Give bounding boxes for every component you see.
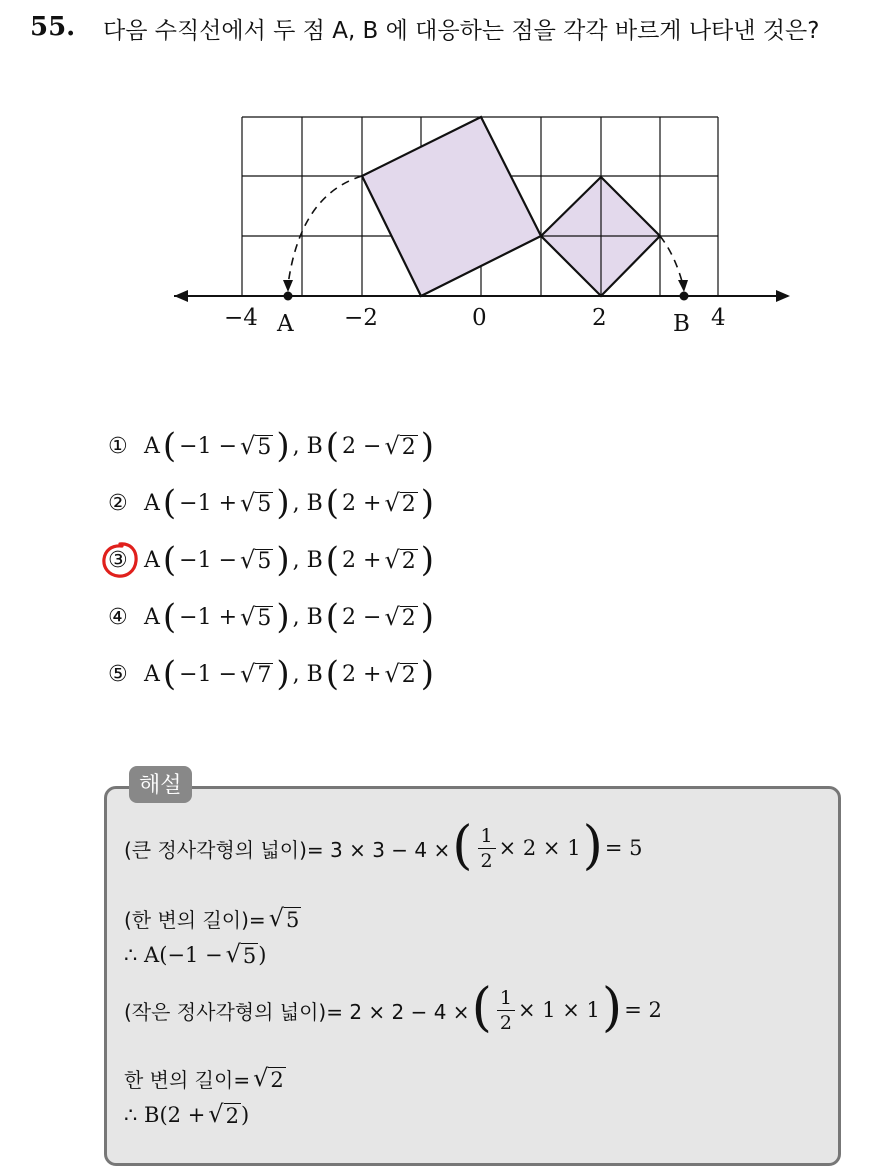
solution-text: (큰 정사각형의 넓이)= 3 × 3 − 4 × <box>124 837 451 862</box>
sqrt-symbol: √ 2 <box>253 1063 284 1092</box>
sqrt-symbol: √ 2 <box>384 431 416 460</box>
choice-b-expr: 2 − <box>342 605 382 630</box>
choice-b-label: , B <box>292 548 323 573</box>
choice-a-label: A <box>144 662 160 687</box>
arc-to-a <box>288 176 362 285</box>
tick-label-neg2: −2 <box>344 305 378 331</box>
tick-label-neg4: −4 <box>224 305 258 331</box>
choice-a-expr: −1 − <box>179 548 238 573</box>
choice-b-expr: 2 − <box>342 434 382 459</box>
fraction: $\frac{1}{2}$ <box>478 824 496 873</box>
choice-a-expr: −1 + <box>179 491 238 516</box>
sqrt-symbol: √ 2 <box>384 545 416 574</box>
solution-text: (한 변의 길이)= <box>124 908 266 932</box>
solution-text: 한 변의 길이= <box>124 1068 251 1092</box>
solution-line-6 <box>124 1102 249 1128</box>
sqrt-symbol: √ 2 <box>384 659 416 688</box>
choice-b-label: , B <box>292 662 323 687</box>
answer-choices <box>108 418 437 703</box>
choice-3[interactable]: ③ A ( −1 − √ 5 ) , B ( 2 + √ 2 ) <box>108 532 437 589</box>
sqrt-symbol: √ 5 <box>240 545 272 574</box>
sqrt-symbol: √ 5 <box>240 431 272 460</box>
sqrt-symbol: √ 2 <box>208 1100 239 1128</box>
arc-to-b <box>660 236 683 285</box>
choice-number: ③ <box>108 548 128 573</box>
choice-b-expr: 2 + <box>342 662 382 687</box>
choice-2[interactable]: ② A ( −1 + √ 5 ) , B ( 2 + √ 2 ) <box>108 482 434 523</box>
choice-number: ⑤ <box>108 662 128 687</box>
tick-label-2: 2 <box>592 305 607 331</box>
choice-1[interactable]: ① A ( −1 − √ 5 ) , B ( 2 − √ 2 ) <box>108 425 434 466</box>
solution-line-5 <box>124 1064 286 1093</box>
choice-5[interactable]: ⑤ A ( −1 − √ 7 ) , B ( 2 + √ 2 ) <box>108 653 434 694</box>
solution-text: ∴ A(−1 − <box>124 943 223 967</box>
choice-a-label: A <box>144 434 160 459</box>
solution-tag: 해설 <box>129 766 192 803</box>
choice-a-expr: −1 + <box>179 605 238 630</box>
solution-text: = 5 <box>604 836 643 860</box>
sqrt-symbol: √ 5 <box>240 488 272 517</box>
large-square <box>362 117 541 296</box>
answer-mark-circle <box>100 540 140 580</box>
choice-b-expr: 2 + <box>342 491 382 516</box>
choice-a-label: A <box>144 548 160 573</box>
solution-text: = 2 <box>624 998 662 1022</box>
number-line-figure <box>160 105 800 345</box>
choice-number: ④ <box>108 605 128 630</box>
choice-4[interactable]: ④ A ( −1 + √ 5 ) , B ( 2 − √ 2 ) <box>108 596 434 637</box>
question-text: 다음 수직선에서 두 점 A, B 에 대응하는 점을 각각 바르게 나타낸 것은? <box>103 18 820 44</box>
sqrt-symbol: √ 5 <box>225 940 257 968</box>
solution-text: ) <box>240 1103 250 1127</box>
question-number: 55. <box>30 12 76 42</box>
choice-a-expr: −1 − <box>179 434 238 459</box>
choice-b-expr: 2 + <box>342 548 382 573</box>
point-a-label: A <box>277 311 294 337</box>
sqrt-symbol: √ 5 <box>268 903 300 932</box>
tick-label-4: 4 <box>711 305 726 331</box>
solution-text: (작은 정사각형의 넓이)= 2 × 2 − 4 × <box>124 999 470 1024</box>
sqrt-symbol: √ 5 <box>240 602 272 631</box>
sqrt-symbol: √ 2 <box>384 602 416 631</box>
point-b-label: B <box>673 311 690 337</box>
solution-line-3 <box>124 942 267 968</box>
sqrt-symbol: √ 2 <box>384 488 416 517</box>
choice-number: ② <box>108 491 128 516</box>
solution-line-2 <box>124 904 301 933</box>
choice-b-label: , B <box>292 605 323 630</box>
choice-number: ① <box>108 434 128 459</box>
point-a <box>284 292 293 301</box>
choice-a-label: A <box>144 491 160 516</box>
solution-line-1: (큰 정사각형의 넓이)= 3 × 3 − 4 × ( $\frac{1}{2}$ × 2 × 1 ) = 5 <box>124 816 643 876</box>
point-b <box>680 292 689 301</box>
sqrt-symbol: √ 7 <box>240 659 272 688</box>
choice-b-label: , B <box>292 491 323 516</box>
tick-label-0: 0 <box>472 305 487 331</box>
choice-a-expr: −1 − <box>179 662 238 687</box>
solution-text: ∴ B(2 + <box>124 1103 206 1127</box>
choice-b-label: , B <box>292 434 323 459</box>
solution-text: × 1 × 1 <box>517 998 600 1022</box>
fraction: $\frac{1}{2}$ <box>497 986 515 1035</box>
choice-a-label: A <box>144 605 160 630</box>
solution-line-4: (작은 정사각형의 넓이)= 2 × 2 − 4 × ( $\frac{1}{2}$ × 1 × 1 ) = 2 <box>124 978 662 1038</box>
solution-text: ) <box>258 943 267 967</box>
solution-text: × 2 × 1 <box>498 836 581 860</box>
